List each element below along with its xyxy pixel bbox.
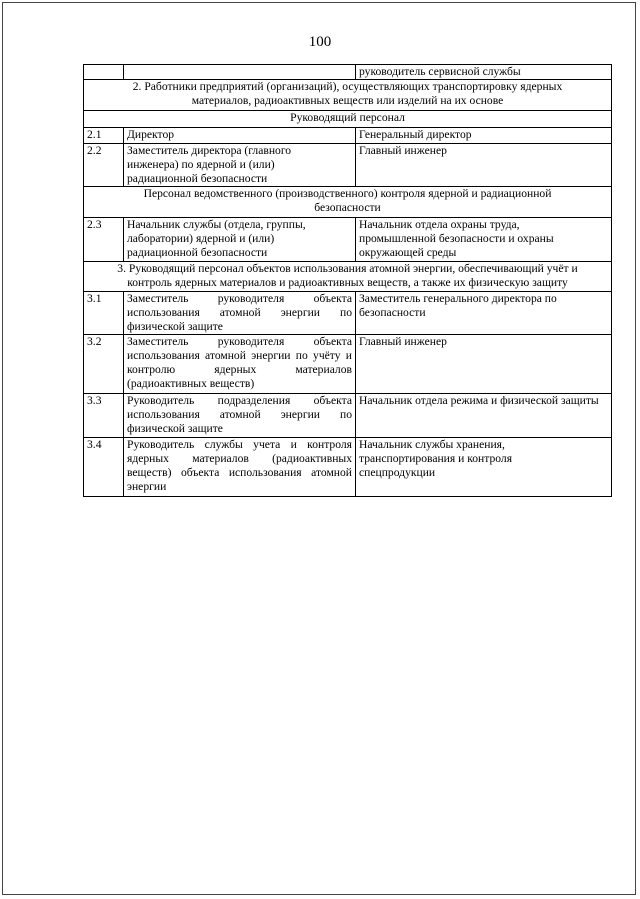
row-left-position [124,218,356,262]
row-number: 3.3 [84,394,124,438]
table-row [84,335,612,394]
subheading-row [84,187,612,218]
row-left-text: Руководитель службы учета и контроля ядерных материалов (радиоактивных веществ) объекта использования атомной энергии [127,438,352,493]
row-number: 2.1 [84,128,124,144]
table-row [84,144,612,187]
positions-table [83,64,612,497]
table-row [84,218,612,262]
row-right-text: Начальник отдела охраны труда, промышленной безопасности и охраны окружающей среды [359,218,554,259]
section-2-heading-line1: 2. Работники предприятий (организаций), осуществляющих транспортировку ядерных [132,80,563,93]
table-row [84,438,612,497]
row-left-position [124,438,356,497]
row-right-position [356,394,612,438]
row-right-text: Начальник отдела режима и физической защиты [359,394,599,407]
section-heading-row [84,80,612,111]
section-2-subheading: Руководящий персонал [84,111,612,128]
subheading2-line2: безопасности [314,201,381,214]
cell-right: руководитель сервисной службы [356,65,612,80]
row-right-position [356,218,612,262]
row-right-position [356,292,612,335]
section-2-subheading2 [84,187,612,218]
row-right-position: Генеральный директор [356,128,612,144]
row-number: 3.2 [84,335,124,394]
row-left-text: Заместитель руководителя объекта использования атомной энергии по учёту и контролю ядерных материалов (радиоактивных веществ) [127,335,352,390]
subheading-row [84,111,612,128]
row-right-position: Главный инженер [356,144,612,187]
row-number: 2.3 [84,218,124,262]
row-right-position [356,438,612,497]
cell-num-empty [84,65,124,80]
row-left-text: Заместитель директора (главного инженера) по ядерной и (или) радиационной безопасности [127,144,292,185]
section-2-heading-line2: материалов, радиоактивных веществ или изделий на их основе [191,94,504,107]
row-left-position [124,144,356,187]
section-3-heading-line1: 3. Руководящий персонал объектов использования атомной энергии, обеспечивающий учёт и [117,262,578,275]
row-right-text: Начальник службы хранения, транспортирования и контроля спецпродукции [359,438,513,479]
section-heading-row [84,262,612,292]
row-left-position: Директор [124,128,356,144]
subheading2-line1: Персонал ведомственного (производственного) контроля ядерной и радиационной [143,187,552,200]
table-row [84,65,612,80]
row-right-text: Заместитель генерального директора по безопасности [359,292,557,319]
cell-left-empty [124,65,356,80]
row-left-position [124,394,356,438]
row-right-position: Главный инженер [356,335,612,394]
table-row [84,292,612,335]
row-left-text: Руководитель подразделения объекта использования атомной энергии по физической защите [127,394,352,435]
row-number: 3.4 [84,438,124,497]
row-left-position [124,335,356,394]
table-row [84,394,612,438]
section-3-heading [84,262,612,292]
row-number: 3.1 [84,292,124,335]
row-left-text: Заместитель руководителя объекта использования атомной энергии по физической защите [127,292,352,333]
page-number: 100 [308,34,332,50]
section-2-heading [84,80,612,111]
table-row [84,128,612,144]
row-left-text: Начальник службы (отдела, группы, лабоpатории) ядерной и (или) радиационной безопасности [127,218,306,259]
row-number: 2.2 [84,144,124,187]
section-3-heading-line2: контроль ядерных материалов и радиоактивных веществ, а также их физическую защиту [127,276,568,289]
row-left-position [124,292,356,335]
